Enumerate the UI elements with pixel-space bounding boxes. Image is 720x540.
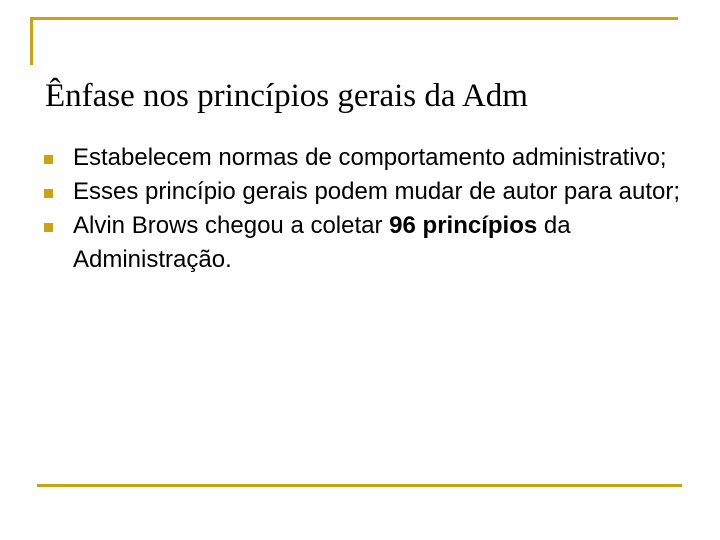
bullet-text: Esses princípio gerais podem mudar de autor para autor; xyxy=(73,178,680,205)
square-bullet-icon xyxy=(44,155,53,164)
bullet-text-end: da Administração. xyxy=(73,212,571,273)
bullet-item xyxy=(44,175,694,209)
bullet-emphasis: 96 princípios xyxy=(389,212,538,239)
bottom-accent-line xyxy=(37,484,682,487)
bullet-text: Estabelecem normas de comportamento administrativo; xyxy=(73,144,667,171)
top-accent-line xyxy=(30,17,678,20)
square-bullet-icon xyxy=(44,223,53,232)
bullet-text-start: Alvin Brows chegou a coletar xyxy=(73,212,390,239)
square-bullet-icon xyxy=(44,189,53,198)
left-accent-line xyxy=(30,17,33,65)
bullet-list xyxy=(44,141,694,277)
slide-title: Ênfase nos princípios gerais da Adm xyxy=(45,78,528,114)
bullet-item xyxy=(44,141,694,175)
bullet-item xyxy=(44,209,694,277)
